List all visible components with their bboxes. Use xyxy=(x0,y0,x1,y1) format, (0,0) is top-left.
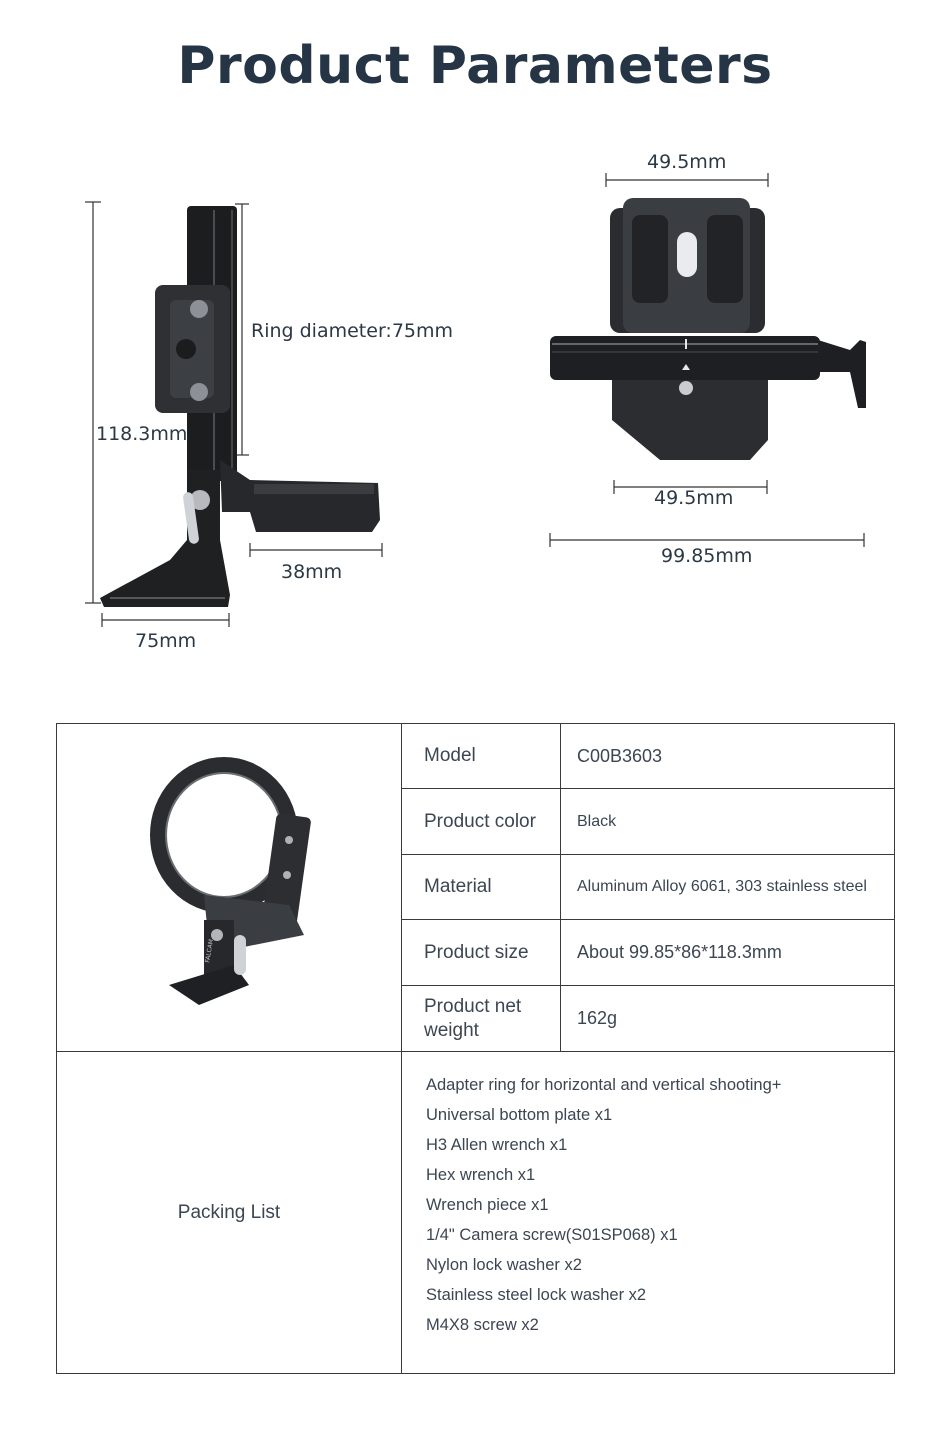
falcam-logo: FALCAM xyxy=(204,938,216,964)
packing-list xyxy=(402,1052,895,1374)
spec-label: Material xyxy=(402,855,561,920)
list-item: Nylon lock washer x2 xyxy=(426,1256,582,1274)
list-item: Universal bottom plate x1 xyxy=(426,1106,613,1124)
spec-value: About 99.85*86*118.3mm xyxy=(561,920,895,986)
height-dimension-label: 118.3mm xyxy=(96,423,188,445)
top-width-label: 49.5mm xyxy=(647,151,727,173)
table-row xyxy=(57,724,895,789)
spec-label: Product color xyxy=(402,789,561,855)
ring-diameter-label: Ring diameter:75mm xyxy=(251,320,454,342)
spec-value: C00B3603 xyxy=(561,724,895,789)
product-image-cell xyxy=(57,724,402,1052)
spec-label: Product net weight xyxy=(402,986,561,1052)
list-item: Stainless steel lock washer x2 xyxy=(426,1286,647,1304)
total-width-label: 99.85mm xyxy=(661,545,753,567)
spec-label: Model xyxy=(402,724,561,789)
base-width-label: 75mm xyxy=(135,630,197,652)
table-row xyxy=(57,1052,895,1374)
spec-value: 162g xyxy=(561,986,895,1052)
spec-value: Aluminum Alloy 6061, 303 stainless steel xyxy=(561,855,895,920)
plate-width-label: 38mm xyxy=(281,561,343,583)
list-item: Hex wrench x1 xyxy=(426,1166,536,1184)
page-title: Product Parameters xyxy=(177,36,773,96)
spec-value: Black xyxy=(561,789,895,855)
spec-table xyxy=(56,723,895,1374)
product-image xyxy=(139,755,319,1015)
spec-label: Product size xyxy=(402,920,561,986)
dimension-diagram xyxy=(0,0,950,700)
bottom-width-label: 49.5mm xyxy=(654,487,734,509)
list-item: M4X8 screw x2 xyxy=(426,1316,539,1334)
list-item: 1/4" Camera screw(S01SP068) x1 xyxy=(426,1226,678,1244)
packing-list-label: Packing List xyxy=(57,1052,402,1374)
list-item: Adapter ring for horizontal and vertical shooting+ xyxy=(426,1076,782,1094)
list-item: Wrench piece x1 xyxy=(426,1196,549,1214)
list-item: H3 Allen wrench x1 xyxy=(426,1136,568,1154)
